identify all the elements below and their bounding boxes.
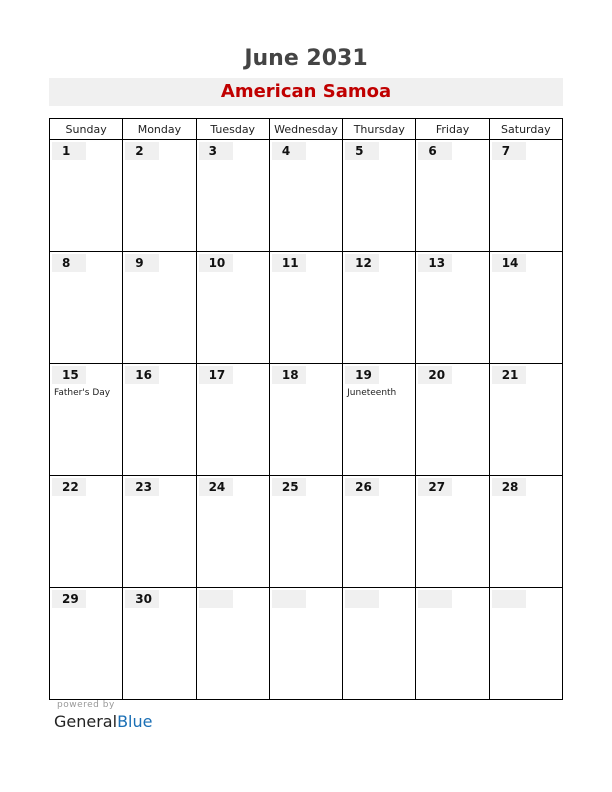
calendar-day-cell [489, 252, 562, 364]
calendar-day-cell [489, 588, 562, 700]
calendar-day-cell [196, 588, 269, 700]
day-number [199, 590, 233, 608]
day-number: 4 [272, 142, 306, 160]
calendar-day-cell [489, 364, 562, 476]
calendar-day-cell [269, 476, 342, 588]
calendar-week-row [50, 588, 563, 700]
weekday-wednesday: Wednesday [269, 119, 342, 140]
day-number [345, 590, 379, 608]
day-number: 17 [199, 366, 233, 384]
powered-by-text: powered by [57, 700, 115, 710]
weekday-monday: Monday [123, 119, 196, 140]
day-number: 15 [52, 366, 86, 384]
day-number: 23 [125, 478, 159, 496]
calendar-day-cell [123, 588, 196, 700]
calendar-day-cell [196, 140, 269, 252]
calendar-day-cell [123, 476, 196, 588]
calendar-day-cell [50, 476, 123, 588]
weekday-header-row [50, 119, 563, 140]
calendar-day-cell [123, 364, 196, 476]
brand-blue: Blue [117, 712, 153, 731]
calendar-day-cell [416, 364, 489, 476]
calendar-day-cell [269, 588, 342, 700]
day-number: 26 [345, 478, 379, 496]
day-number: 13 [418, 254, 452, 272]
calendar-day-cell [343, 476, 416, 588]
day-number: 11 [272, 254, 306, 272]
calendar-day-cell [343, 364, 416, 476]
day-number [492, 590, 526, 608]
calendar-day-cell [269, 140, 342, 252]
calendar-day-cell [416, 140, 489, 252]
day-number: 24 [199, 478, 233, 496]
weekday-friday: Friday [416, 119, 489, 140]
day-number: 8 [52, 254, 86, 272]
day-number: 14 [492, 254, 526, 272]
calendar-week-row [50, 476, 563, 588]
calendar-day-cell [50, 588, 123, 700]
calendar-day-cell [343, 140, 416, 252]
calendar-day-cell [123, 140, 196, 252]
calendar-day-cell [196, 476, 269, 588]
day-number: 20 [418, 366, 452, 384]
calendar-day-cell [196, 252, 269, 364]
calendar-day-cell [489, 140, 562, 252]
calendar-grid [49, 118, 563, 700]
holiday-label: Juneteenth [347, 388, 397, 398]
calendar-day-cell [50, 140, 123, 252]
day-number: 5 [345, 142, 379, 160]
brand-logo [54, 712, 152, 731]
day-number: 21 [492, 366, 526, 384]
day-number: 9 [125, 254, 159, 272]
page-title: June 2031 [244, 46, 368, 71]
weekday-sunday: Sunday [50, 119, 123, 140]
calendar-day-cell [269, 364, 342, 476]
day-number [272, 590, 306, 608]
day-number: 3 [199, 142, 233, 160]
holiday-label: Father's Day [54, 388, 111, 398]
day-number: 29 [52, 590, 86, 608]
day-number: 18 [272, 366, 306, 384]
day-number: 25 [272, 478, 306, 496]
calendar-day-cell [489, 476, 562, 588]
calendar-day-cell [269, 252, 342, 364]
day-number: 27 [418, 478, 452, 496]
calendar-day-cell [343, 588, 416, 700]
brand-general: General [54, 712, 118, 731]
day-number: 30 [125, 590, 159, 608]
day-number: 1 [52, 142, 86, 160]
weekday-saturday: Saturday [489, 119, 562, 140]
calendar-day-cell [416, 252, 489, 364]
calendar-day-cell [50, 252, 123, 364]
day-number: 7 [492, 142, 526, 160]
day-number: 28 [492, 478, 526, 496]
weekday-tuesday: Tuesday [196, 119, 269, 140]
calendar-day-cell [196, 364, 269, 476]
day-number: 19 [345, 366, 379, 384]
day-number: 16 [125, 366, 159, 384]
calendar-day-cell [50, 364, 123, 476]
day-number: 6 [418, 142, 452, 160]
calendar-day-cell [416, 476, 489, 588]
calendar-week-row [50, 252, 563, 364]
day-number: 12 [345, 254, 379, 272]
region-title: American Samoa [49, 78, 563, 106]
calendar-week-row [50, 364, 563, 476]
calendar-body [50, 140, 563, 700]
day-number: 2 [125, 142, 159, 160]
calendar-day-cell [343, 252, 416, 364]
calendar-day-cell [416, 588, 489, 700]
weekday-thursday: Thursday [343, 119, 416, 140]
day-number: 10 [199, 254, 233, 272]
day-number: 22 [52, 478, 86, 496]
calendar-day-cell [123, 252, 196, 364]
day-number [418, 590, 452, 608]
calendar-week-row [50, 140, 563, 252]
